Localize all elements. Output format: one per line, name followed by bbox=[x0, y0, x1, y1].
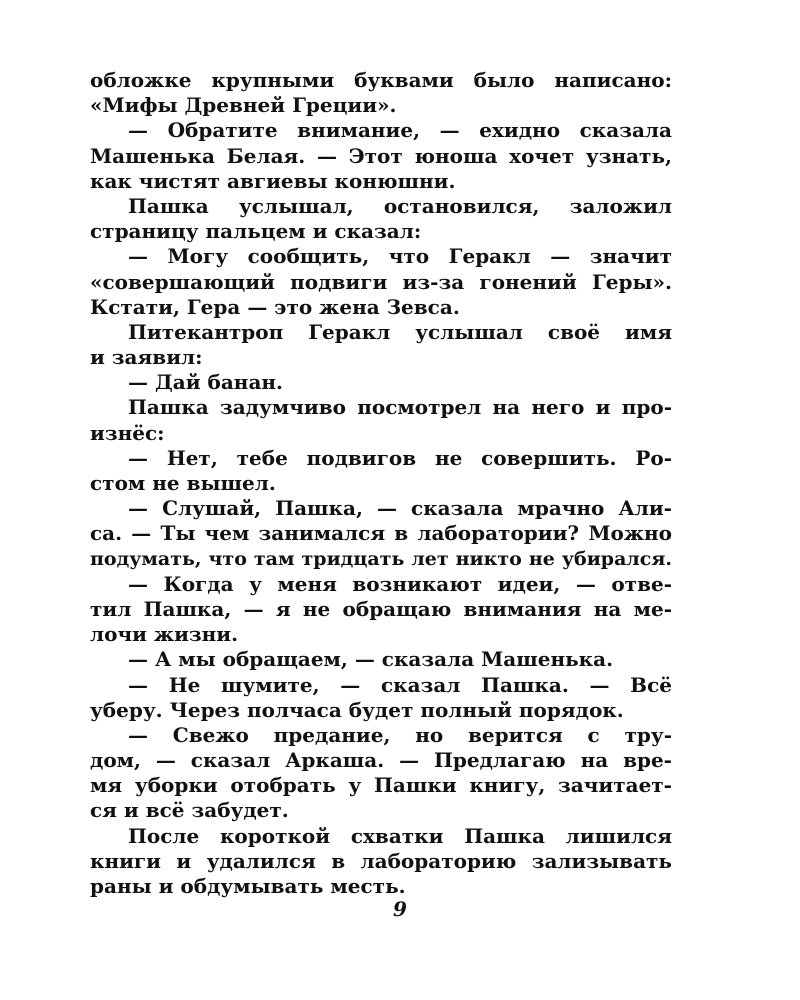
text-line: уберу. Через полчаса будет полный порядок. bbox=[90, 697, 624, 722]
text-line: ся и всё забудет. bbox=[90, 798, 289, 823]
text-line: «совершающий подвиги из-за гонений Геры». bbox=[90, 269, 672, 294]
text-line: — Не шумите, — сказал Пашка. — Всё bbox=[128, 672, 672, 697]
body-text bbox=[90, 68, 672, 899]
text-line: — Свежо предание, но верится с тру- bbox=[128, 722, 672, 747]
text-line: лочи жизни. bbox=[90, 622, 239, 647]
text-line: са. — Ты чем занимался в лаборатории? Можно bbox=[90, 521, 672, 546]
text-line: книги и удалился в лабораторию зализывать bbox=[90, 848, 672, 873]
text-line: мя уборки отобрать у Пашки книгу, зачитает- bbox=[90, 773, 672, 798]
text-line: дом, — сказал Аркаша. — Предлагаю на вре- bbox=[90, 748, 672, 773]
text-line: Кстати, Гера — это жена Зевса. bbox=[90, 294, 460, 319]
text-line: — Обратите внимание, — ехидно сказала bbox=[128, 118, 672, 143]
text-line: обложке крупными буквами было написано: bbox=[90, 68, 672, 92]
text-line: — Когда у меня возникают идеи, — отве- bbox=[128, 571, 672, 596]
text-line: — Нет, тебе подвигов не совершить. Ро- bbox=[128, 445, 672, 470]
text-line: Машенька Белая. — Этот юноша хочет узнать, bbox=[90, 143, 672, 168]
text-line: — А мы обращаем, — сказала Машенька. bbox=[128, 647, 614, 672]
text-line: подумать, что там тридцать лет никто не убирался. bbox=[90, 547, 672, 570]
text-line: изнёс: bbox=[90, 420, 165, 445]
text-line: страницу пальцем и сказал: bbox=[90, 219, 422, 244]
text-line: Питекантроп Геракл услышал своё имя bbox=[128, 319, 672, 344]
text-line: и заявил: bbox=[90, 345, 203, 370]
text-line: — Дай банан. bbox=[128, 370, 283, 395]
text-line: раны и обдумывать месть. bbox=[90, 874, 406, 898]
text-line: — Слушай, Пашка, — сказала мрачно Али- bbox=[128, 496, 672, 521]
text-line: как чистят авгиевы конюшни. bbox=[90, 168, 456, 193]
text-line: — Могу сообщить, что Геракл — значит bbox=[128, 244, 672, 269]
text-line: тил Пашка, — я не обращаю внимания на ме- bbox=[90, 596, 672, 621]
text-line: Пашка задумчиво посмотрел на него и про- bbox=[128, 395, 672, 420]
text-line: «Мифы Древней Греции». bbox=[90, 93, 397, 118]
text-line: стом не вышел. bbox=[90, 471, 276, 495]
text-line: Пашка услышал, остановился, заложил bbox=[128, 193, 672, 218]
page-number: 9 bbox=[393, 897, 407, 921]
text-line: После короткой схватки Пашка лишился bbox=[128, 823, 672, 848]
